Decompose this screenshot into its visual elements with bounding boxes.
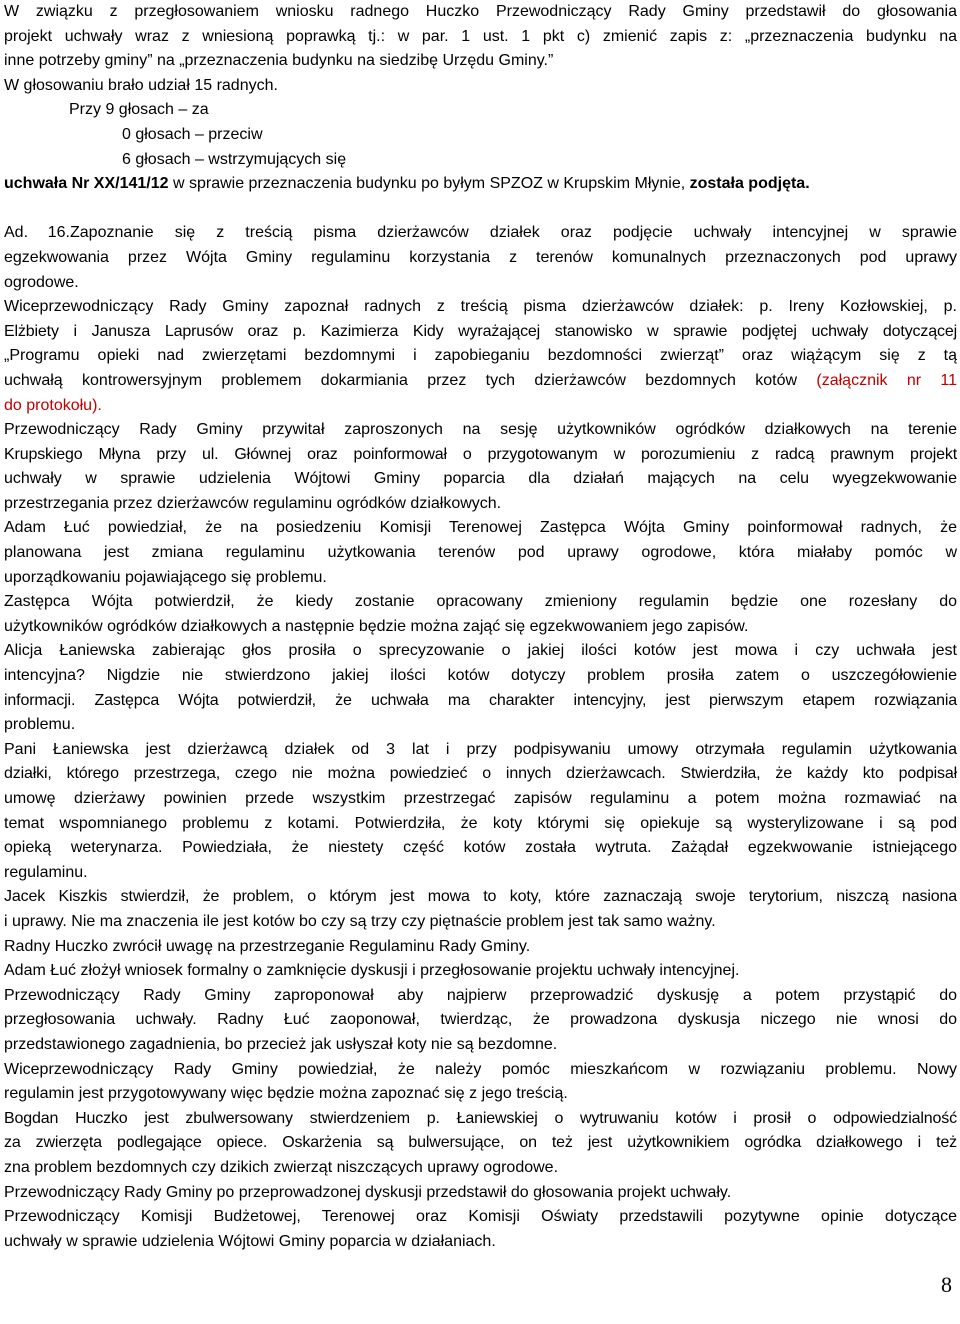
p12-line-3: zna problem bezdomnych czy dzikich zwierząt niszczących uprawy ogrodowe. [4,1158,559,1176]
p1-line-1: Wiceprzewodniczący Rady Gminy zapoznał radnych z treścią pisma dzierżawców działek: p. Ireny Kozłowskiej, p. [4,298,957,316]
p3-line-2: planowana jest zmiana regulaminu użytkowania terenów pod uprawy ogrodowe, która miałaby pomóc w [4,544,957,562]
p6-line-1: Pani Łaniewska jest dzierżawcą działek od 3 lat i przy podpisywaniu umowy otrzymała regulamin użytkowania [4,740,957,758]
p4-line-2: użytkowników ogródków działkowych a następnie będzie można zająć się egzekwowaniem jego zapisów. [4,617,749,635]
attachment-reference: (załącznik nr 11 [816,371,958,389]
vote-against: 0 głosach – przeciw [122,125,263,143]
intro-line-2: projekt uchwały wraz z wniesioną poprawką tj.: w par. 1 ust. 1 pkt c) zmienić zapis z: „przeznaczenia budynku na [4,27,957,45]
p6-line-4: temat wspomnianego problemu z kotami. Potwierdziła, że koty którymi się opiekuje są wysterylizowane i są pod [4,814,957,832]
p7-line-1: Jacek Kiszkis stwierdził, że problem, o którym jest mowa to koty, które zaznaczają swoje terytorium, niszczą nasiona [4,888,957,906]
p10-line-3: przedstawionego zagadnienia, bo przecież jak usłyszał koty nie są bezdomne. [4,1035,558,1053]
p10-line-2: przegłosowania uchwały. Radny Łuć zaoponował, twierdząc, że prowadzona dyskusja niczego nie wnosi do [4,1011,957,1029]
vote-abstain: 6 głosach – wstrzymujących się [122,150,347,168]
ad16-line-3: ogrodowe. [4,273,79,291]
p14-line-2: uchwały w sprawie udzielenia Wójtowi Gminy poparcia w działaniach. [4,1232,496,1250]
ad16-title: Zapoznanie się z treścią pisma dzierżawców działek oraz podjęcie uchwały intencyjnej w sprawie [70,224,957,242]
p2-line-4: przestrzegania przez dzierżawców regulaminu ogródków działkowych. [4,494,502,512]
resolution-number: uchwała Nr XX/141/12 [4,175,169,193]
p5-line-4: problemu. [4,716,76,734]
p5-line-1: Alicja Łaniewska zabierając głos prosiła o sprecyzowanie o jakiej ilości kotów jest mowa i czy uchwała jest [4,642,957,660]
p5-line-3: informacji. Zastępca Wójta potwierdził, że uchwała ma charakter intencyjny, jest pierwszym etapem rozwiązania [4,691,957,709]
p2-line-3: uchwały w sprawie udzielenia Wójtowi Gminy poparcia dla działań mających na celu wyegzekwowanie [4,470,957,488]
p8-line: Radny Huczko zwrócił uwagę na przestrzeganie Regulaminu Rady Gminy. [4,937,531,955]
p6-line-5: opieką weterynarza. Powiedziała, że niestety część kotów została wytruta. Zażądał egzekwowanie istniejącego [4,839,957,857]
p13-line: Przewodniczący Rady Gminy po przeprowadzonej dyskusji przedstawił do głosowania projekt uchwały. [4,1183,732,1201]
p12-line-2: za zwierzęta podlegające opiece. Oskarżenia są bulwersujące, on też jest użytkownikiem ogródka działkowego i też [4,1134,957,1152]
ad16-label: Ad. 16. [4,224,70,242]
p6-line-3: umowę dzierżawy powinien przede wszystkim przestrzegać zapisów regulaminu a potem można rozmawiać na [4,790,957,807]
p3-line-3: uporządkowaniu pojawiającego się problemu. [4,568,327,586]
document-page [4,0,957,1254]
resolution-result: została podjęta. [689,175,810,193]
p4-line-1: Zastępca Wójta potwierdził, że kiedy zostanie opracowany zmieniony regulamin będzie one rozesłany do [4,593,957,611]
p11-line-2: regulamin jest przygotowywany więc będzie można zapoznać się z jego treścią. [4,1085,568,1103]
intro-line-1: W związku z przegłosowaniem wniosku radnego Huczko Przewodniczący Rady Gminy przedstawił do głosowania [4,3,957,20]
p12-line-1: Bogdan Huczko jest zbulwersowany stwierdzeniem p. Łaniewskiej o wytruwaniu kotów i prosił o odpowiedzialność [4,1109,957,1127]
intro-line-4: W głosowaniu brało udział 15 radnych. [4,76,278,94]
ad16-line-2: egzekwowania przez Wójta Gminy regulaminu korzystania z terenów komunalnych przeznaczonych pod uprawy [4,248,957,266]
p5-line-2: intencyjna? Nigdzie nie stwierdzono jakiej ilości kotów dotyczy problem prosiła zatem o uszczegółowienie [4,667,957,685]
p10-line-1: Przewodniczący Rady Gminy zaproponował aby najpierw przeprowadzić dyskusję a potem przystąpić do [4,986,957,1004]
p6-line-6: regulaminu. [4,863,88,881]
p1-line-4-text: uchwałą kontrowersyjnym problemem dokarmiania przez tych dzierżawców bezdomnych kotów [4,371,817,389]
p7-line-2: i uprawy. Nie ma znaczenia ile jest kotów bo czy są trzy czy piętnaście problem jest tak samo ważny. [4,912,716,930]
vote-for: Przy 9 głosach – za [69,101,209,119]
p1-line-3: „Programu opieki nad zwierzętami bezdomnymi i zapobieganiu bezdomności zwierząt” oraz wiążącym się z tą [4,347,957,365]
p6-line-2: działki, którego przestrzega, czego nie można powiedzieć o innych dzierżawcach. Stwierdziła, że każdy kto podpisał [4,765,957,783]
intro-line-3: inne potrzeby gminy” na „przeznaczenia budynku na siedzibę Urzędu Gminy.” [4,52,554,70]
p14-line-1: Przewodniczący Komisji Budżetowej, Terenowej oraz Komisji Oświaty przedstawili pozytywne opinie dotyczące [4,1208,957,1226]
resolution-text: w sprawie przeznaczenia budynku po byłym SPZOZ w Krupskim Młynie, [168,175,690,193]
p11-line-1: Wiceprzewodniczący Rady Gminy powiedział, że należy pomóc mieszkańcom w rozwiązaniu problemu. Nowy [4,1060,957,1078]
ad16-line-1 [4,221,957,246]
p2-line-2: Krupskiego Młyna przy ul. Głównej oraz poinformował o przygotowanym w porozumieniu z radcą prawnym projekt [4,445,957,463]
page-number: 8 [941,1272,952,1297]
p2-line-1: Przewodniczący Rady Gminy przywitał zaproszonych na sesję użytkowników ogródków działkowych na terenie [4,421,957,439]
p3-line-1: Adam Łuć powiedział, że na posiedzeniu Komisji Terenowej Zastępca Wójta Gminy poinformował radnych, że [4,519,957,537]
p1-line-2: Elżbiety i Janusza Laprusów oraz p. Kazimierza Kidy wyrażającej stanowisko w sprawie podjętej uchwały dotyczącej [4,322,957,340]
p9-line: Adam Łuć złożył wniosek formalny o zamknięcie dyskusji i przegłosowanie projektu uchwały intencyjnej. [4,962,740,980]
p1-line-5: do protokołu). [4,396,102,414]
p1-line-4 [4,369,957,394]
resolution-line [4,172,957,197]
